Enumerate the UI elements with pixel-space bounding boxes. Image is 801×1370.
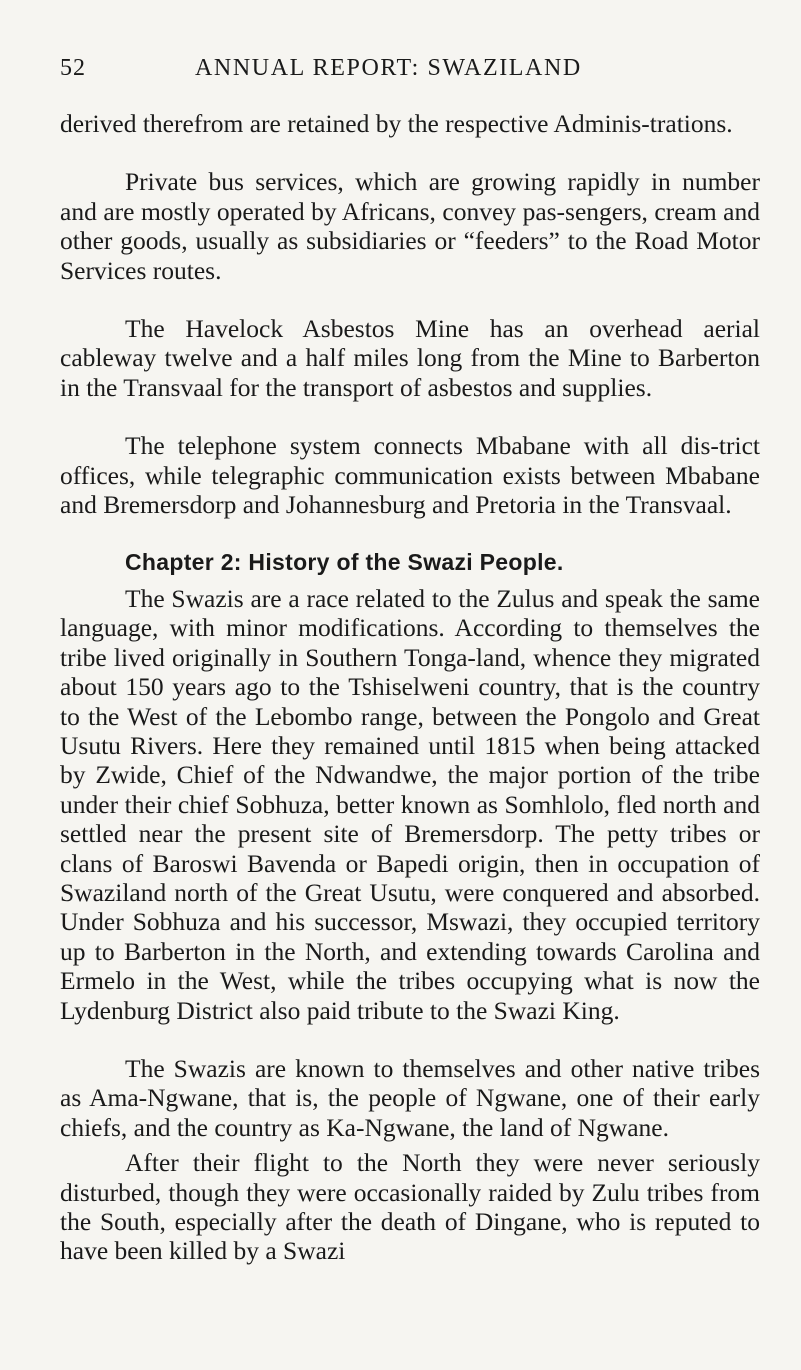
- page-number: 52: [60, 55, 86, 81]
- paragraph: derived therefrom are retained by the respective Adminis-trations.: [60, 109, 733, 138]
- running-head: ANNUAL REPORT: SWAZILAND: [195, 55, 582, 81]
- paragraph: After their flight to the North they were never seriously disturbed, though they were occasionally raided by Zulu tribes from the South, especially after the death of Dingane, who is reputed to have been killed by a Swazi: [60, 1148, 760, 1266]
- body-text: [60, 109, 760, 1266]
- paragraph: The Swazis are a race related to the Zulus and speak the same language, with minor modifications. According to themselves the tribe lived originally in Southern Tonga-land, whence they migrated about 150 years ago to the Tshiselweni country, that is the country to the West of the Lebombo range, between the Pongolo and Great Usutu Rivers. Here they remained until 1815 when being attacked by Zwide, Chief of the Ndwandwe, the major portion of the tribe under their chief Sobhuza, better known as Somhlolo, fled north and settled near the present site of Bremersdorp. The petty tribes or clans of Baroswi Bavenda or Bapedi origin, then in occupation of Swaziland north of the Great Usutu, were conquered and absorbed. Under Sobhuza and his successor, Mswazi, they occupied territory up to Barberton in the North, and extending towards Carolina and Ermelo in the West, while the tribes occupying what is now the Lydenburg District also paid tribute to the Swazi King.: [60, 583, 760, 1025]
- paragraph: Private bus services, which are growing rapidly in number and are mostly operated by Africans, convey pas-sengers, cream and other goods, usually as subsidiaries or “feeders” to the Road Motor Services routes.: [60, 167, 760, 285]
- chapter-heading: Chapter 2: History of the Swazi People.: [125, 549, 564, 576]
- paragraph: The Havelock Asbestos Mine has an overhead aerial cableway twelve and a half miles long from the Mine to Barberton in the Transvaal for the transport of asbestos and supplies.: [60, 314, 760, 402]
- paragraph: The telephone system connects Mbabane with all dis-trict offices, while telegraphic communication exists between Mbabane and Bremersdorp and Johannesburg and Pretoria in the Transvaal.: [60, 431, 760, 520]
- page-header: [60, 55, 760, 89]
- paragraph: The Swazis are known to themselves and other native tribes as Ama-Ngwane, that is, the people of Ngwane, one of their early chiefs, and the country as Ka-Ngwane, the land of Ngwane.: [60, 1053, 760, 1142]
